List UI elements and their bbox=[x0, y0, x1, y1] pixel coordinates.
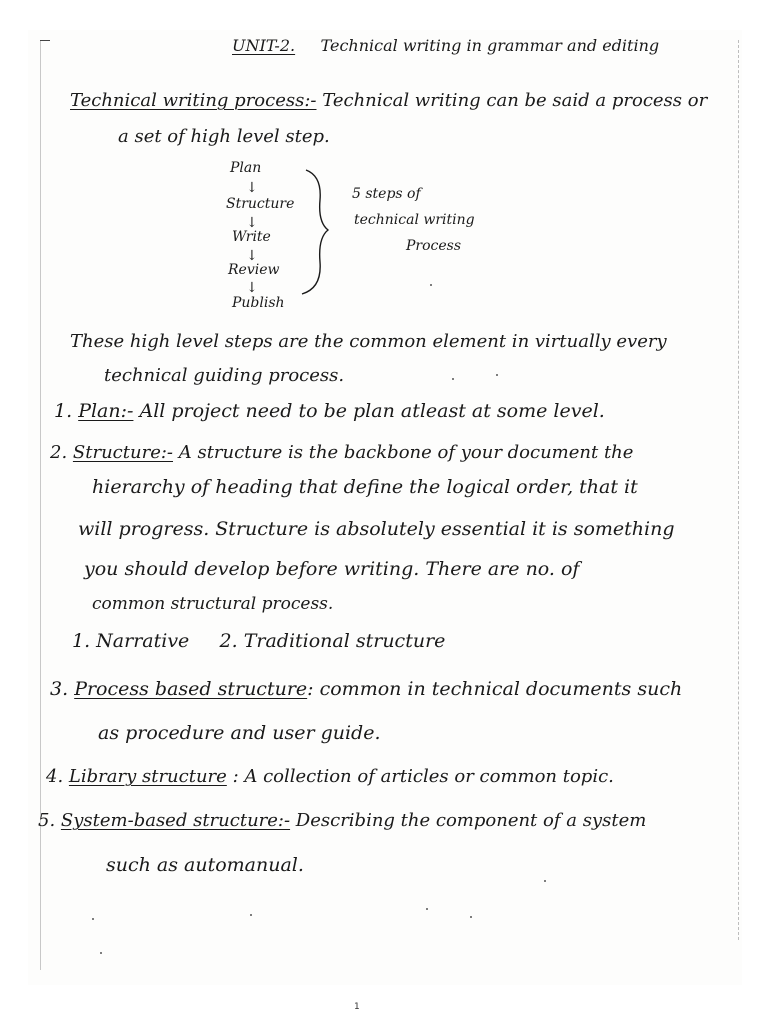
flow-step-plan: Plan bbox=[230, 160, 262, 176]
paper-sheet bbox=[28, 30, 742, 985]
structure-line3: will progress. Structure is absolutely essential it is something bbox=[78, 518, 675, 540]
right-margin-edge bbox=[738, 40, 739, 940]
list-item-system-based bbox=[38, 812, 646, 830]
item-text: Describing the component of a system bbox=[295, 810, 647, 831]
item-number: 1. bbox=[54, 400, 73, 422]
process-intro-text1: Technical writing can be said a process or bbox=[322, 90, 708, 111]
scan-speck bbox=[496, 374, 498, 376]
page-number: 1 bbox=[354, 1002, 360, 1012]
arrow-down-icon: ↓ bbox=[246, 280, 258, 296]
structure-line2: hierarchy of heading that define the logical order, that it bbox=[92, 476, 638, 498]
item-number: 5. bbox=[38, 810, 56, 831]
item-heading: Process based structure bbox=[74, 678, 308, 700]
brace-label-line3: Process bbox=[406, 238, 462, 254]
item-number: 4. bbox=[46, 766, 64, 787]
sub-item-traditional: 2. Traditional structure bbox=[219, 630, 446, 652]
arrow-down-icon: ↓ bbox=[246, 248, 258, 264]
item-heading: Structure:- bbox=[72, 442, 173, 463]
process-heading: Technical writing process:- bbox=[70, 90, 317, 111]
corner-mark bbox=[40, 40, 50, 41]
scan-speck bbox=[452, 378, 454, 380]
list-item-plan bbox=[54, 402, 605, 421]
item-text: A structure is the backbone of your document the bbox=[178, 442, 634, 463]
structure-line5: common structural process. bbox=[92, 594, 334, 614]
process-intro-text2: a set of high level step. bbox=[118, 126, 330, 147]
item-text: : common in technical documents such bbox=[307, 678, 683, 700]
structure-sub-items bbox=[72, 632, 445, 651]
process-based-line2: as procedure and user guide. bbox=[98, 722, 381, 744]
system-based-line2: such as automanual. bbox=[106, 854, 304, 876]
scan-speck bbox=[250, 914, 252, 916]
scan-speck bbox=[544, 880, 546, 882]
process-intro-line1 bbox=[70, 92, 707, 110]
list-item-library bbox=[46, 768, 614, 786]
scan-speck bbox=[92, 918, 94, 920]
list-item-process-based bbox=[50, 680, 682, 699]
scan-speck bbox=[100, 952, 102, 954]
paragraph-line1: These high level steps are the common element in virtually every bbox=[70, 331, 667, 352]
flow-step-structure: Structure bbox=[226, 196, 295, 212]
item-number: 2. bbox=[50, 442, 68, 463]
scan-speck bbox=[426, 908, 428, 910]
item-number: 3. bbox=[50, 678, 69, 700]
list-item-structure bbox=[50, 444, 633, 462]
item-text: All project need to be plan atleast at some level. bbox=[139, 400, 605, 422]
flow-step-write: Write bbox=[232, 229, 271, 245]
item-heading: System-based structure:- bbox=[60, 810, 291, 831]
item-heading: Library structure bbox=[68, 766, 227, 787]
flow-step-publish: Publish bbox=[232, 295, 285, 311]
unit-label: UNIT-2. bbox=[232, 36, 296, 55]
curly-brace-icon bbox=[298, 166, 342, 296]
item-heading: Plan:- bbox=[78, 400, 134, 422]
page-header bbox=[232, 38, 659, 54]
scan-speck bbox=[430, 284, 432, 286]
scan-speck bbox=[470, 916, 472, 918]
paragraph-line2: technical guiding process. bbox=[104, 365, 345, 386]
sub-item-narrative: 1. Narrative bbox=[72, 630, 190, 652]
flow-step-review: Review bbox=[228, 262, 280, 278]
item-text: : A collection of articles or common topic. bbox=[232, 766, 614, 787]
brace-label-line1: 5 steps of bbox=[352, 186, 421, 202]
brace-label-line2: technical writing bbox=[354, 212, 475, 228]
arrow-down-icon: ↓ bbox=[246, 180, 258, 196]
structure-line4: you should develop before writing. There are no. of bbox=[84, 558, 580, 580]
unit-title: Technical writing in grammar and editing bbox=[320, 36, 660, 55]
arrow-down-icon: ↓ bbox=[246, 215, 258, 231]
